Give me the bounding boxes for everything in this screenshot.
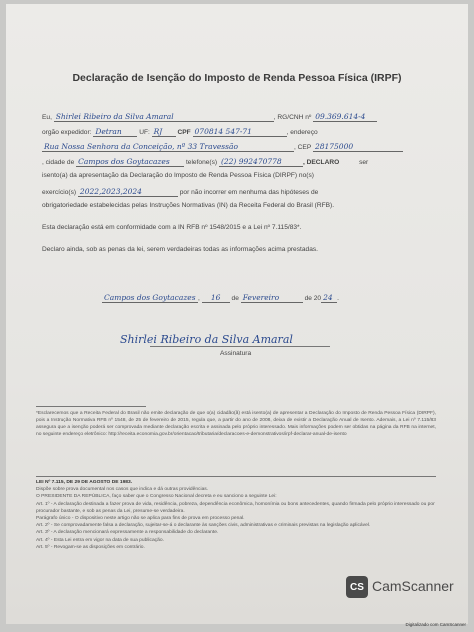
field-date-city: Campos dos Goytacazes [102,293,198,303]
law-preamble: O PRESIDENTE DA REPÚBLICA, faço saber que o Congresso Nacional decreta e eu sanciono a seguinte Lei: [36,494,277,500]
line-city: , cidade de Campos dos Goytacazes telefone(s) (22) 992470778 , DECLARO ser [42,157,369,166]
law-paragrafo: Parágrafo único - O dispositivo neste artigo não se aplica para fins de prova em processo penal. [36,516,245,522]
signature-rule [150,346,330,347]
field-name: Shirlei Ribeiro da Silva Amaral [54,112,274,122]
field-day: 16 [202,293,230,303]
field-orgao: Detran [93,127,137,137]
field-year: 24 [321,293,337,303]
law-art2: Art. 2º - Se comprovadamente falsa a declaração, sujeitar-se-á o declarante às sanções civis, administrativas e criminais previstas na legislação aplicável. [36,523,371,529]
line-obrigatoriedade: obrigatoriedade estabelecidas pelas Instruções Normativas (IN) da Receita Federal do Brasil (RFB). [42,202,335,209]
digitalizado-text: Digitalizado com CamScanner [405,622,466,627]
field-city: Campos dos Goytacazes [76,157,184,167]
field-rg: 09.369.614-4 [313,112,377,122]
footnote-rule [36,406,146,407]
law-art5: Art. 5º - Revogam-se as disposições em contrário. [36,544,145,550]
law-subheading: Dispõe sobre prova documental nos casos que indica e dá outras providências. [36,487,209,493]
line-address: Rua Nossa Senhora da Conceição, nº 33 Travessão , CEP 28175000 [42,142,403,152]
signature-label: Assinatura [220,350,252,357]
footnote-text: *Esclarecemos que a Receita Federal do Brasil não emite declaração de que o(a) cidadão(ã) está isento(a) de apresentar a Declaração do Imposto de Renda Pessoa Física (DIRPF), pois a Instrução Normativa RFB nº 1548, de 25 de fevereiro de 2015, regula que, a partir do ano de 2008, deixa de existir a Declaração Anual de Isento. Ademais, a Lei nº 7.115/83 assegura que a isenção poderá ser comprovada mediante declaração escrita e assinada pelo próprio interessado. Mais informações podem ser obtidas na página da RFB na internet, no seguinte endereço eletrônico: http://receita.economia.gov.br/orientacao/tributaria/declaracoes-e-demonstrativos/irpf-declarar-anual-de-isento [36,411,436,437]
date-line: Campos dos Goytacazes , 16 de Fevereiro de 20 24 . [104,293,339,302]
penas-text: Declaro ainda, sob as penas da lei, serem verdadeiras todas as informações acima prestadas. [42,246,318,253]
conformidade-text: Esta declaração está em conformidade com a IN RFB nº 1548/2015 e a Lei nº 7.115/83*. [42,224,302,231]
law-block [36,479,436,551]
field-cpf: 070814 547-71 [193,127,287,137]
field-month: Fevereiro [241,293,303,303]
line-isento: isento(a) da apresentação da Declaração do Imposto de Renda Pessoa Física (DIRPF) no(s) [42,172,314,179]
field-uf: RJ [152,127,176,137]
field-address: Rua Nossa Senhora da Conceição, nº 33 Travessão [42,142,294,152]
camscanner-logo-icon: CS [346,576,368,598]
law-heading: LEI Nº 7.115, DE 29 DE AGOSTO DE 1983. [36,480,133,485]
law-art1: Art. 1º - A declaração destinada a fazer prova de vida, residência, pobreza, dependência econômica, homonímia ou bons antecedentes, quando firmada pelo próprio interessado ou por procurador bastante, e sob as penas da Lei, presume-se verdadeira. [36,501,435,514]
line-orgao: orgão expedidor: Detran UF: RJ CPF 070814 547-71 , endereço [42,127,318,136]
camscanner-name: CamScanner [372,578,454,594]
law-art3: Art. 3º - A declaração mencionará expressamente a responsabilidade do declarante. [36,530,219,536]
field-exercises: 2022,2023,2024 [78,187,178,197]
line-name: Eu, Shirlei Ribeiro da Silva Amaral , RG/CNH nº 09.369.614-4 [42,112,377,122]
document-title: Declaração de Isenção do Imposto de Renda Pessoa Física (IRPF) [72,72,402,84]
field-phone: (22) 992470778 [219,157,303,167]
line-exercicios: exercício(s) 2022,2023,2024 por não incorrer em nenhuma das hipóteses de [42,187,319,196]
field-cep: 28175000 [313,142,403,152]
law-art4: Art. 4º - Esta Lei entra em vigor na data de sua publicação. [36,537,164,543]
handwritten-signature: Shirlei Ribeiro da Silva Amaral [120,333,293,346]
law-divider [36,476,436,477]
